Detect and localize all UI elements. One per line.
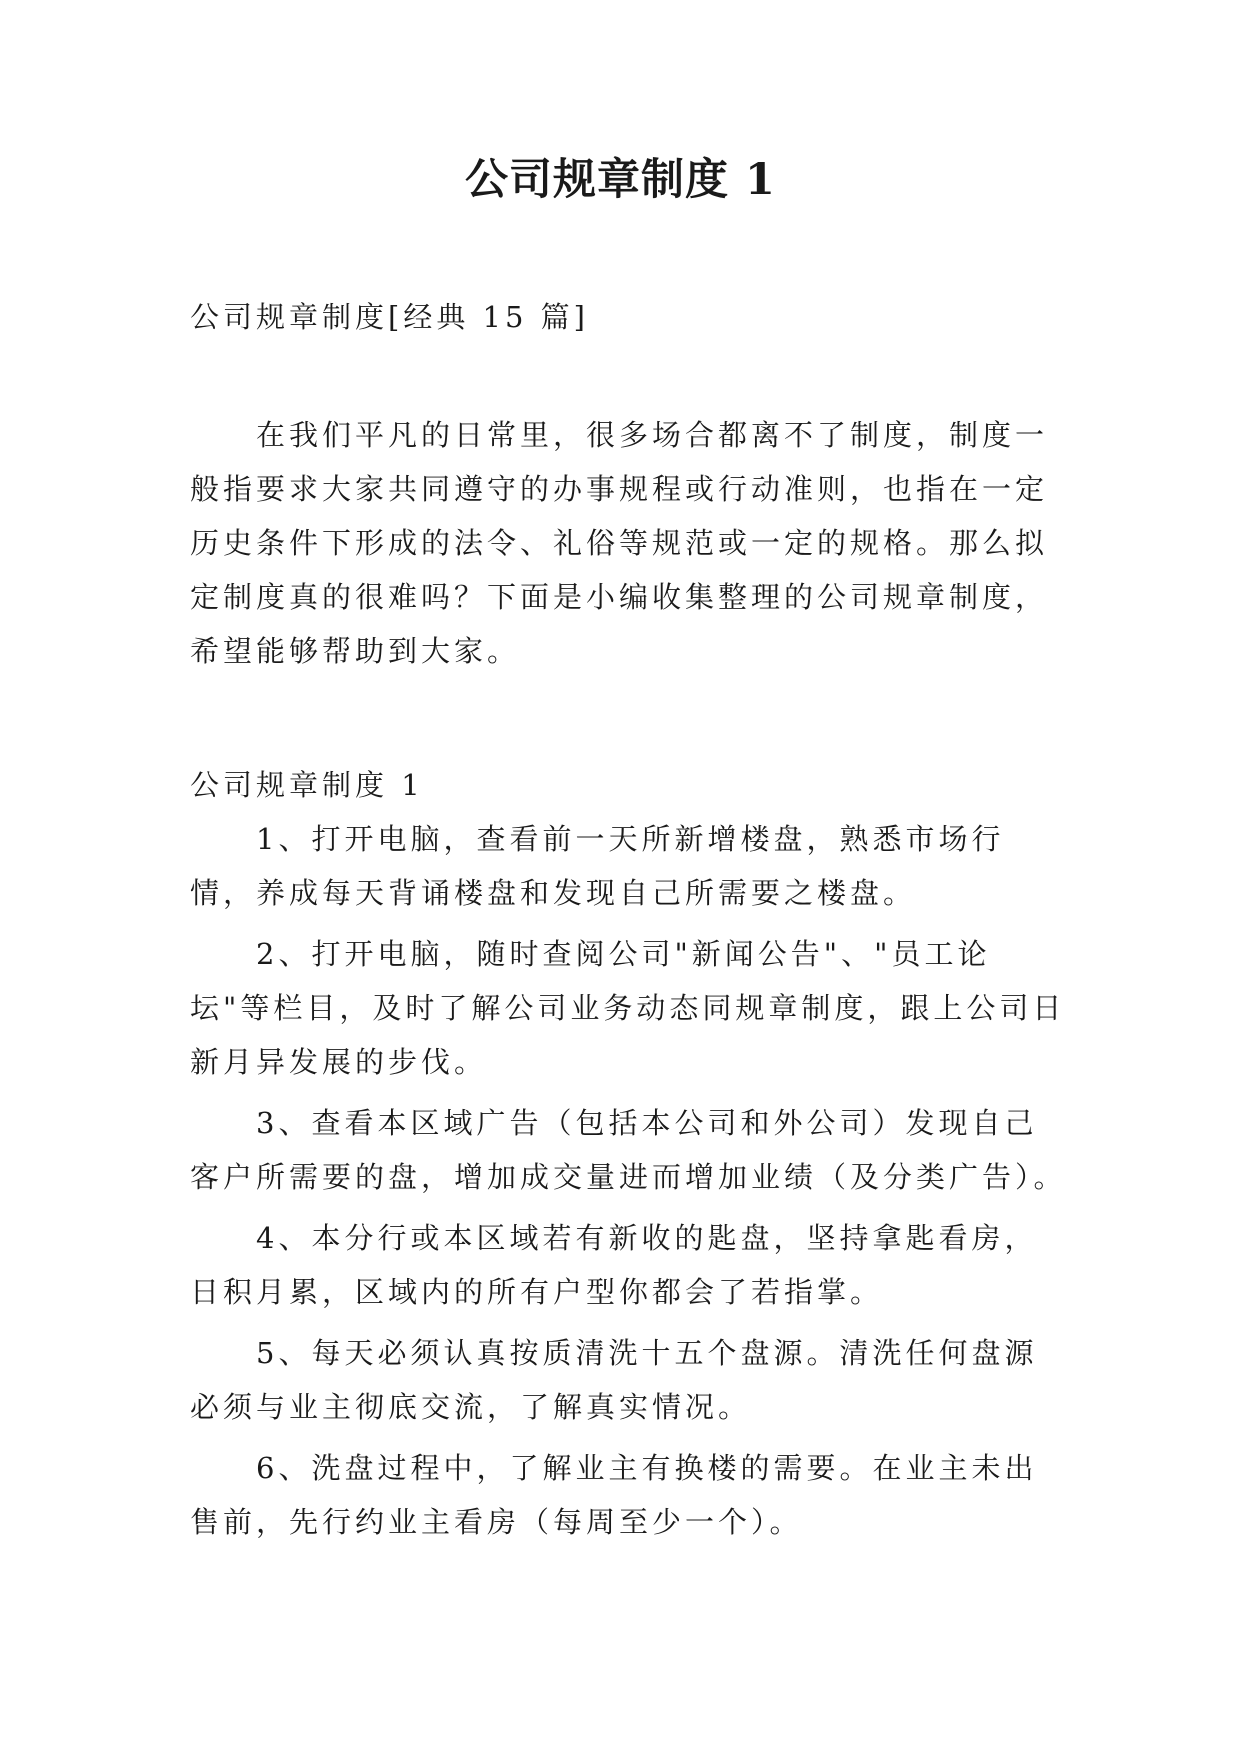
document-title: 公司规章制度 1 <box>465 155 776 205</box>
rule-item-5: 5、每天必须认真按质清洗十五个盘源。清洗任何盘源必须与业主彻底交流，了解真实情况。 <box>190 1336 1038 1424</box>
intro-paragraph: 在我们平凡的日常里，很多场合都离不了制度，制度一般指要求大家共同遵守的办事规程或行动准则，也指在一定历史条件下形成的法令、礼俗等规范或一定的规格。那么拟定制度真的很难吗？下面是小编收集整理的公司规章制度，希望能够帮助到大家。 <box>190 418 1049 668</box>
section-heading: 公司规章制度 1 <box>190 768 424 802</box>
rule-item-1: 1、打开电脑，查看前一天所新增楼盘，熟悉市场行情，养成每天背诵楼盘和发现自己所需要之楼盘。 <box>190 822 1005 910</box>
rule-item-3: 3、查看本区域广告（包括本公司和外公司）发现自己客户所需要的盘，增加成交量进而增加业绩（及分类广告）。 <box>190 1106 1067 1194</box>
document-subtitle: 公司规章制度[经典 15 篇] <box>190 300 589 334</box>
rule-item-4: 4、本分行或本区域若有新收的匙盘，坚持拿匙看房，日积月累，区域内的所有户型你都会了若指掌。 <box>190 1221 1038 1309</box>
rules-list <box>190 812 1070 1556</box>
rule-item-2: 2、打开电脑，随时查阅公司"新闻公告"、"员工论坛"等栏目，及时了解公司业务动态同规章制度，跟上公司日新月异发展的步伐。 <box>190 937 1066 1079</box>
rule-item-6: 6、洗盘过程中，了解业主有换楼的需要。在业主未出售前，先行约业主看房（每周至少一个）。 <box>190 1451 1038 1539</box>
